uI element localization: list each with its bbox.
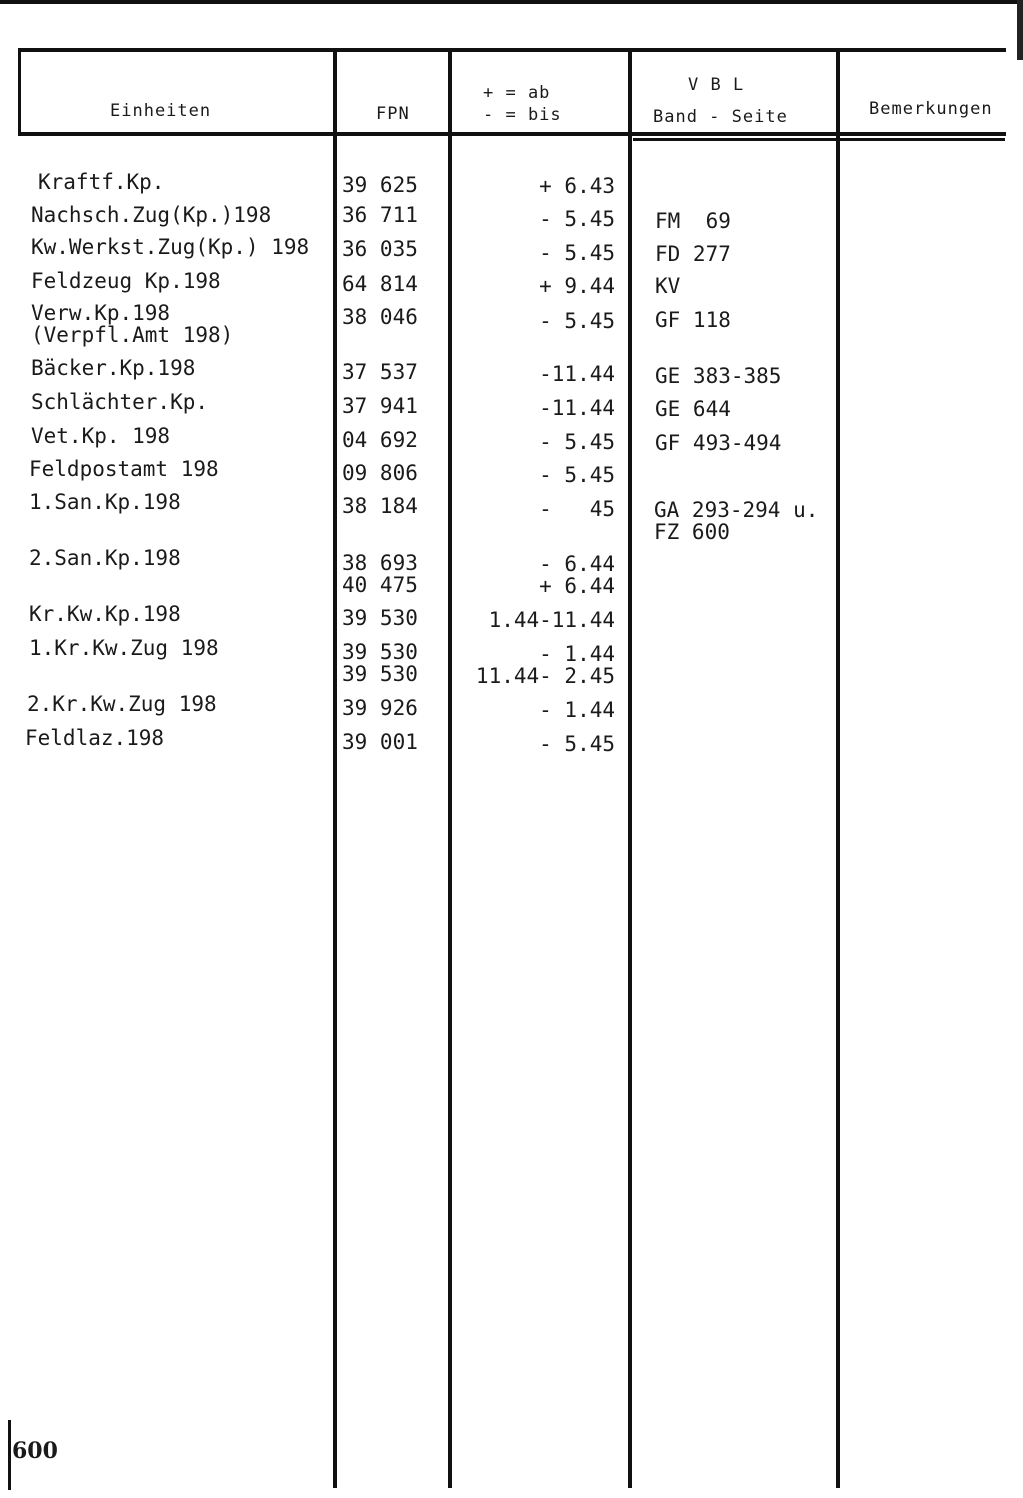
fpn-value: 39 001	[342, 730, 418, 754]
unit-name: Bäcker.Kp.198	[31, 356, 196, 380]
date-value: 1.44-11.44	[488, 608, 615, 632]
header-bottom-border-2	[633, 138, 1005, 141]
header-bemerkungen: Bemerkungen	[869, 99, 993, 119]
header-vbl-sub: Band - Seite	[653, 107, 788, 127]
header-fpn: FPN	[376, 104, 410, 124]
unit-name: Vet.Kp. 198	[31, 424, 171, 448]
unit-name: 1.Kr.Kw.Zug 198	[29, 636, 219, 660]
page-edge-mark	[1017, 0, 1023, 60]
column-divider-2	[448, 48, 452, 1488]
vbl-reference: KV	[655, 274, 681, 298]
date-value: - 5.45	[539, 207, 615, 231]
unit-name: 2.San.Kp.198	[29, 546, 181, 570]
vbl-reference: GF 493-494	[655, 431, 782, 455]
fpn-value: 64 814	[342, 272, 418, 296]
page-number: 600	[12, 1438, 58, 1464]
fpn-value: 09 806	[342, 461, 418, 485]
date-value: - 1.44	[539, 698, 615, 722]
fpn-value: 38 693 40 475	[342, 551, 418, 597]
header-einheiten: Einheiten	[110, 101, 212, 121]
date-value: - 5.45	[539, 430, 615, 454]
fpn-value: 37 537	[342, 360, 418, 384]
date-value: - 1.44 11.44- 2.45	[475, 642, 615, 688]
unit-name: Kraftf.Kp.	[38, 170, 165, 194]
unit-name: 2.Kr.Kw.Zug 198	[27, 692, 217, 716]
date-value: + 6.43	[539, 174, 615, 198]
unit-name: Feldpostamt 198	[29, 457, 219, 481]
header-bis: - = bis	[483, 105, 562, 125]
vbl-reference: GF 118	[655, 308, 731, 332]
unit-name: Schlächter.Kp.	[31, 390, 209, 414]
date-value: - 5.45	[539, 241, 615, 265]
vbl-reference: FM 69	[655, 209, 731, 233]
date-value: - 5.45	[539, 732, 615, 756]
fpn-value: 04 692	[342, 428, 418, 452]
column-divider-left-lower	[8, 1420, 11, 1490]
unit-name: Verw.Kp.198 (Verpfl.Amt 198)	[31, 301, 234, 347]
unit-name: Feldlaz.198	[25, 726, 165, 750]
unit-name: 1.San.Kp.198	[29, 490, 181, 514]
vbl-reference: GE 383-385	[655, 364, 782, 388]
unit-name: Feldzeug Kp.198	[31, 269, 221, 293]
header-bottom-border	[18, 132, 1006, 136]
vbl-reference: GA 293-294 u. FZ 600	[654, 498, 819, 544]
date-value: - 5.45	[539, 309, 615, 333]
header-vbl-title: V B L	[688, 75, 745, 95]
fpn-value: 39 530	[342, 606, 418, 630]
vbl-reference: FD 277	[655, 242, 731, 266]
date-value: + 9.44	[539, 274, 615, 298]
date-value: -11.44	[539, 396, 615, 420]
fpn-value: 39 625	[342, 173, 418, 197]
date-value: - 6.44 + 6.44	[539, 552, 615, 598]
fpn-value: 38 184	[342, 494, 418, 518]
date-value: - 5.45	[539, 463, 615, 487]
unit-name: Kr.Kw.Kp.198	[29, 602, 181, 626]
table-top-border	[18, 48, 1006, 52]
date-value: - 45	[539, 497, 615, 521]
header-ab: + = ab	[483, 83, 551, 103]
fpn-value: 36 035	[342, 237, 418, 261]
unit-name: Kw.Werkst.Zug(Kp.) 198	[31, 235, 310, 259]
top-edge-line	[0, 0, 1023, 4]
fpn-value: 39 926	[342, 696, 418, 720]
fpn-value: 36 711	[342, 203, 418, 227]
unit-name: Nachsch.Zug(Kp.)198	[31, 203, 272, 227]
fpn-value: 37 941	[342, 394, 418, 418]
fpn-value: 38 046	[342, 305, 418, 329]
fpn-value: 39 530 39 530	[342, 640, 418, 686]
column-divider-left	[18, 48, 21, 136]
column-divider-1	[333, 48, 337, 1488]
date-value: -11.44	[539, 362, 615, 386]
vbl-reference: GE 644	[655, 397, 731, 421]
column-divider-3	[628, 48, 632, 1488]
